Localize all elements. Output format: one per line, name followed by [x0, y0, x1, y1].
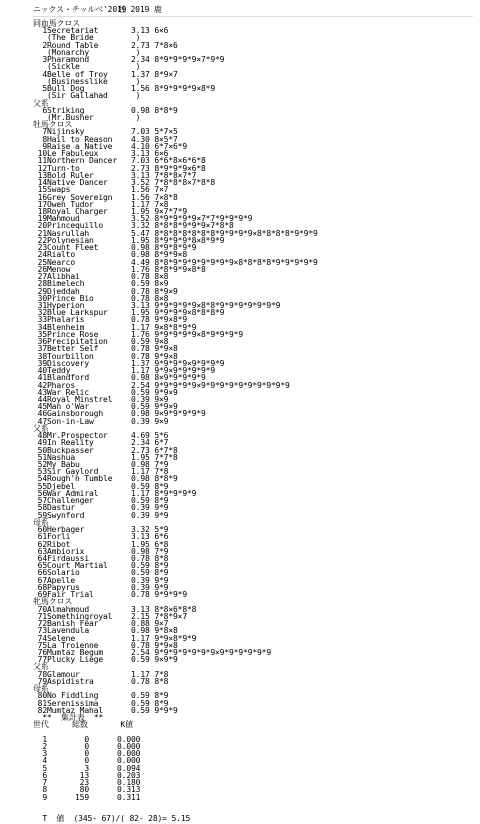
document-title: ニックス・チッルベ'2019: [33, 5, 127, 14]
pedigree-line: 6Striking 0.98 8*8*9: [33, 105, 178, 115]
pedigree-line: 1Secretariat 3.13 6×6: [33, 26, 169, 36]
pedigree-line: 25Nearco 4.49 8*8*9*9*9*9*9*9*9×8*8*8*8*9*9*9*9*9: [33, 257, 318, 267]
pedigree-line: 80No Fiddling 0.59 8*9: [33, 691, 169, 701]
pedigree-line: 78Glamour 1.17 7*8: [33, 669, 169, 679]
pedigree-line: 79Aspidistra 0.78 8*8: [33, 676, 169, 686]
pedigree-line: 父系: [33, 98, 49, 108]
pedigree-line: 30Prince Bio 0.78 8×8: [33, 293, 169, 303]
pedigree-line: 牝馬クロス: [33, 597, 73, 607]
pedigree-line: 52My Babu 0.98 7*9: [33, 460, 169, 470]
pedigree-line: 49In Reality 2.34 6*7: [33, 438, 169, 448]
pedigree-line: 56War Admiral 1.17 8*9*9*9*9: [33, 488, 197, 498]
pedigree-line: 3Pharamond 2.34 8*9*9*9*9×7*9*9: [33, 55, 225, 65]
pedigree-line: 7Nijinsky 7.03 5*7×5: [33, 127, 178, 137]
pedigree-line: 母系: [33, 684, 49, 694]
pedigree-line: 8Hail to Reason 4.30 8×5*7: [33, 134, 178, 144]
pedigree-line: 26Menow 1.76 8*8*9*9×8*8: [33, 264, 206, 274]
pedigree-line: T 値 (345- 67)/( 82- 28)= 5.15: [33, 814, 191, 824]
pedigree-line: (Businesslike ): [33, 76, 141, 86]
pedigree-line: 22Polynesian 1.95 8*9*9*9*8×8*9*9: [33, 235, 225, 245]
pedigree-line: 2 0 0.000: [33, 742, 141, 751]
pedigree-line: 42Pharos 2.54 9*9*9*9*9×9*9*9*9*9*9*9*9*9*9: [33, 380, 290, 390]
pedigree-line: 54Rough'n Tumble 0.98 8*8*9: [33, 474, 178, 484]
pedigree-line: 74Selene 1.17 9*9×8*9*9: [33, 633, 197, 643]
pedigree-line: (Sir Gallahad ): [33, 91, 141, 101]
pedigree-line: 11Northern Dancer 7.03 6*6*8×6*6*8: [33, 156, 206, 166]
pedigree-line: 33Phalaris 0.78 9*9×8*9: [33, 315, 187, 325]
pedigree-line: 68Papyrus 0.39 9*9: [33, 582, 169, 592]
pedigree-line: 12Turn-to 2.73 8*9*9*9×6*8: [33, 163, 206, 173]
pedigree-line: 13Bold Ruler 3.13 7*8*8×7*7: [33, 170, 197, 180]
pedigree-line: 77Plucky Liege 0.59 9×9*9: [33, 655, 178, 665]
pedigree-line: 35Prince Rose 1.76 9*9*9*9*9×8*9*9*9*9: [33, 329, 243, 339]
pedigree-line: 64Firdaussi 0.78 8*8: [33, 554, 169, 564]
pedigree-line: 1 0 0.000: [33, 734, 141, 744]
pedigree-line: 9Raise a Native 4.10 6*7×6*9: [33, 141, 187, 151]
pedigree-line: 65Court Martial 0.59 8*9: [33, 561, 169, 571]
pedigree-line: 15Swaps 1.56 7×7: [33, 185, 169, 195]
pedigree-line: 5Bull Dog 1.56 8*9*9*9*9×8*9: [33, 84, 215, 94]
pedigree-line: 39Discovery 1.37 9*9*9*9×9*9*9*9: [33, 358, 225, 368]
pedigree-line: 28Bimelech 0.59 8×9: [33, 279, 169, 289]
pedigree-line: 70Almahmoud 3.13 8*8×6*8*8: [33, 604, 197, 614]
pedigree-line: 63Ambiorix 0.98 7*9: [33, 546, 169, 556]
pedigree-line: 45Man o'War 0.59 9*9×9: [33, 402, 178, 412]
pedigree-line: 父系: [33, 423, 49, 433]
pedigree-line: 29Djeddah 0.78 8*9×9: [33, 286, 178, 296]
pedigree-line: 27Alibhai 0.78 8×8: [33, 272, 169, 282]
pedigree-line: 81Serenissima 0.59 8*9: [33, 698, 169, 708]
pedigree-line: 58Dastur 0.39 9*9: [33, 503, 169, 513]
pedigree-line: 66Solario 0.59 8*9: [33, 568, 169, 578]
pedigree-line: 牡馬クロス: [33, 120, 73, 130]
pedigree-line: 50Buckpasser 2.73 6*7*8: [33, 445, 178, 455]
pedigree-line: 71Somethingroyal 2.15 7*8*9×7: [33, 611, 187, 621]
pedigree-line: 57Challenger 0.59 8*9: [33, 496, 169, 506]
pedigree-line: 67Apelle 0.39 9*9: [33, 575, 169, 585]
pedigree-line: 46Gainsborough 0.98 9×9*9*9*9*9: [33, 409, 206, 419]
pedigree-line: 48Mr.Prospector 4.69 5*6: [33, 431, 169, 441]
pedigree-line: 47Son-in-Law 0.39 9×9: [33, 416, 169, 426]
pedigree-line: 8 80 0.313: [33, 785, 141, 795]
pedigree-line: 4Belle of Troy 1.37 8*9×7: [33, 69, 178, 79]
pedigree-line: 36Precipitation 0.59 9×8: [33, 337, 169, 347]
pedigree-line: 同血馬クロス: [33, 19, 81, 28]
pedigree-line: 53Sir Gaylord 1.17 7*8: [33, 467, 169, 477]
pedigree-line: 7 23 0.180: [33, 778, 141, 788]
pedigree-line: (Monarchy ): [33, 47, 141, 57]
pedigree-line: 21Nasrullah 5.47 8*8*8*8*8*8*8*9*9*9*9×8*8*8*8*9*9*9: [33, 228, 318, 238]
pedigree-line: 60Herbager 3.32 5*9: [33, 525, 169, 535]
pedigree-line: 2Round Table 2.73 7*8×6: [33, 40, 178, 50]
pedigree-line: 16Grey Sovereign 1.56 7×8*8: [33, 192, 178, 202]
pedigree-line: 5 3 0.094: [33, 763, 141, 773]
pedigree-line: ** 集計表 **: [33, 713, 104, 723]
pedigree-line: 3 0 0.000: [33, 749, 141, 759]
pedigree-line: 父系: [33, 662, 49, 672]
pedigree-line: 母系: [33, 517, 49, 527]
pedigree-line: 20Princequillo 3.32 8*8*8*9*9*9×7*8*8: [33, 221, 234, 231]
pedigree-line: 75La Troienne 0.78 9*9×8: [33, 640, 178, 650]
pedigree-line: 82Mumtaz Mahal 0.59 9*9*9: [33, 705, 178, 715]
pedigree-line: 62Ribot 1.95 6*8: [33, 539, 169, 549]
pedigree-line: 41Blandford 0.98 8×9*9*9*9*9: [33, 373, 206, 383]
pedigree-line: 72Banish Fear 0.88 9×7: [33, 619, 169, 629]
pedigree-line: 19Mahmoud 3.52 8*9*9*9*9×7*7*9*9*9*9: [33, 214, 253, 224]
pedigree-line: 76Mumtaz Begum 2.54 9*9*9*9*9*9*9×9*9*9*9*9*9: [33, 648, 271, 657]
pedigree-line: 51Nashua 1.95 7*7*8: [33, 452, 178, 462]
pedigree-line: 24Rialto 0.98 8*9*9×8: [33, 250, 187, 260]
pedigree-line: 9 159 0.311: [33, 792, 141, 802]
pedigree-line: 43War Relic 0.59 9*9×9: [33, 387, 178, 397]
pedigree-line: 40Teddy 1.17 9*9×9*9*9*9*9: [33, 366, 215, 376]
pedigree-line: 18Royal Charger 1.95 9×7*7*9: [33, 206, 187, 216]
pedigree-line: (The Bride ): [33, 33, 141, 43]
pedigree-line: 73Lavendula 0.98 9*8×8: [33, 626, 178, 636]
pedigree-line: (Mr.Busher ): [33, 112, 141, 122]
pedigree-line: 38Tourbillon 0.78 9*9×8: [33, 351, 178, 361]
pedigree-line: 34Blenheim 1.17 9×8*8*9*9: [33, 322, 197, 332]
pedigree-line: 61Forli 3.13 6*6: [33, 532, 169, 542]
pedigree-line: 37Better Self 0.78 9*9×8: [33, 344, 178, 354]
pedigree-line: 10Le Fabuleux 3.13 6×6: [33, 149, 169, 159]
pedigree-line: 世代 総数 K値: [33, 720, 133, 730]
pedigree-line: 17Owen Tudor 1.17 7×8: [33, 199, 169, 209]
pedigree-line: 55Djebel 0.59 8*9: [33, 481, 169, 491]
pedigree-line: 4 0 0.000: [33, 756, 141, 766]
pedigree-line: 44Royal Minstrel 0.39 9×9: [33, 394, 169, 404]
pedigree-line: 59Swynford 0.39 9*9: [33, 510, 169, 520]
document-subtitle: 牡 2019 鹿: [118, 5, 162, 14]
header-divider: [33, 16, 473, 17]
pedigree-line: 32Blue Larkspur 1.95 9*9*9*9×8*8*8*9: [33, 308, 225, 318]
pedigree-line: 69Fair Trial 0.78 9*9*9*9: [33, 590, 187, 600]
pedigree-line: 14Native Dancer 3.52 7*8*8*8×7*8*8: [33, 178, 215, 188]
pedigree-line: 31Hyperion 3.13 9*9*9*9*9×8*8*9*9*9*9*9*9*9: [33, 300, 281, 310]
pedigree-line: 23Count Fleet 0.98 8*9*8*9*9: [33, 243, 197, 253]
pedigree-line: 6 13 0.203: [33, 770, 141, 780]
pedigree-line: (Sickle ): [33, 62, 141, 72]
